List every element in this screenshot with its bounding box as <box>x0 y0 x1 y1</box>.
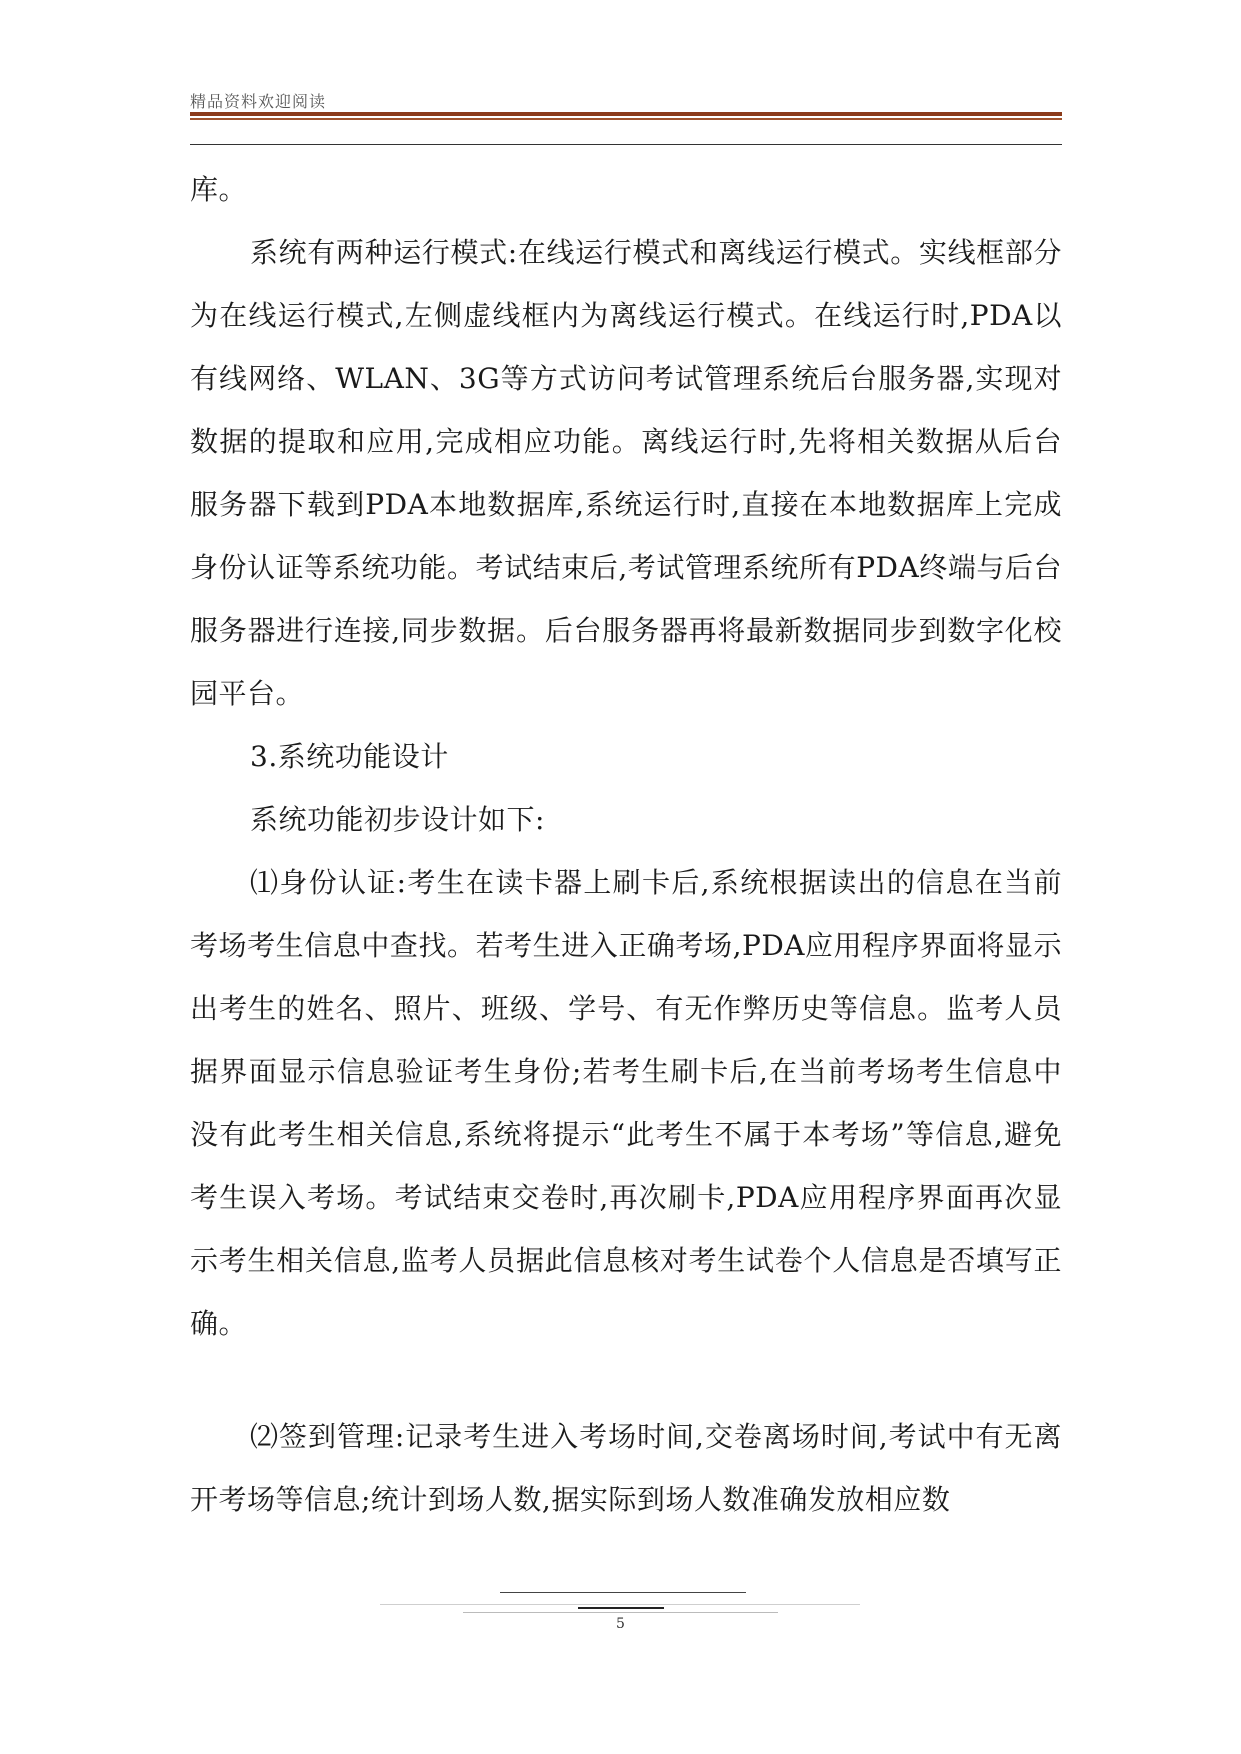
footer-rule <box>500 1592 746 1593</box>
paragraph-gap <box>190 1355 1062 1405</box>
footer-rule <box>578 1607 664 1609</box>
header-rule-mid <box>190 118 1062 120</box>
paragraph-continuation: 库。 <box>190 173 248 206</box>
footer-rule <box>380 1604 860 1605</box>
section-heading: 3.系统功能设计 <box>250 740 449 773</box>
paragraph-function-intro: 系统功能初步设计如下: <box>250 803 545 836</box>
body-content <box>190 158 1062 1531</box>
header-rule-thin <box>190 144 1062 145</box>
page-header-title: 精品资料欢迎阅读 <box>190 92 327 111</box>
paragraph-run-modes: 系统有两种运行模式:在线运行模式和离线运行模式。实线框部分为在线运行模式,左侧虚线框内为离线运行模式。在线运行时,PDA以有线网络、WLAN、3G等方式访问考试管理系统后台服务器,实现对数据的提取和应用,完成相应功能。离线运行时,先将相关数据从后台服务器下载到PDA本地数据库,系统运行时,直接在本地数据库上完成身份认证等系统功能。考试结束后,考试管理系统所有PDA终端与后台服务器进行连接,同步数据。后台服务器再将最新数据同步到数字化校园平台。 <box>190 236 1062 710</box>
header-rule-thick <box>190 112 1062 116</box>
paragraph-identity-auth: ⑴身份认证:考生在读卡器上刷卡后,系统根据读出的信息在当前考场考生信息中查找。若考生进入正确考场,PDA应用程序界面将显示出考生的姓名、照片、班级、学号、有无作弊历史等信息。监考人员据界面显示信息验证考生身份;若考生刷卡后,在当前考场考生信息中没有此考生相关信息,系统将提示“此考生不属于本考场”等信息,避免考生误入考场。考试结束交卷时,再次刷卡,PDA应用程序界面再次显示考生相关信息,监考人员据此信息核对考生试卷个人信息是否填写正确。 <box>190 866 1062 1340</box>
paragraph-sign-in: ⑵签到管理:记录考生进入考场时间,交卷离场时间,考试中有无离开考场等信息;统计到场人数,据实际到场人数准确发放相应数 <box>190 1420 1062 1516</box>
page-number: 5 <box>616 1616 625 1632</box>
footer-rule <box>463 1612 778 1613</box>
